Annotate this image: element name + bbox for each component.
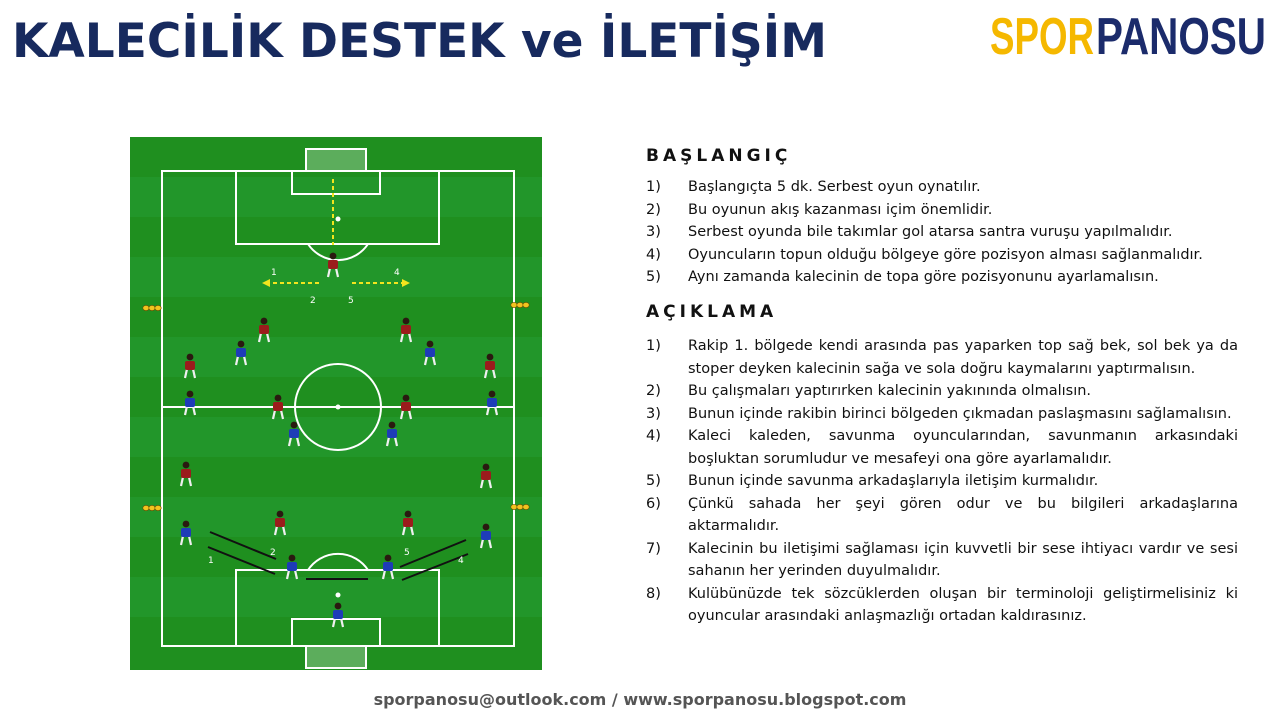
cone: [143, 305, 149, 310]
cone: [143, 505, 149, 510]
list-item-text: Serbest oyunda bile takımlar gol atarsa santra vuruşu yapılmalıdır.: [688, 224, 1173, 240]
diagram-label: 1: [208, 556, 214, 566]
list-item-number: 2): [646, 201, 661, 218]
cone: [523, 302, 529, 307]
page-title: KALECİLİK DESTEK ve İLETİŞİM: [12, 14, 828, 69]
logo-part2: PANOSU: [1096, 8, 1266, 64]
logo-part1: SPOR: [990, 8, 1094, 64]
list-item-text: Kalecinin bu iletişimi sağlaması için kuvvetli bir sese ihtiyacı vardır ve sesi sahanın her yerinden duyulmalıdır.: [688, 540, 1238, 579]
footer-site: www.sporpanosu.blogspot.com: [623, 690, 907, 709]
list-item-text: Kulübünüzde tek sözcüklerden oluşan bir terminoloji geliştirmelisiniz ki oyuncular arasındaki anlaşmazlığı ortadan kaldırasınız.: [688, 585, 1238, 624]
list-item: [646, 221, 1238, 244]
list-item: [646, 403, 1238, 426]
footer: [0, 690, 1280, 709]
list-item-text: Rakip 1. bölgede kendi arasında pas yaparken top sağ bek, sol bek ya da stoper deyken kalecinin sağa ve sola doğru kaymalarını yaptırmalısın.: [688, 338, 1238, 377]
list-item: [646, 425, 1238, 470]
diagram-label: 4: [458, 556, 464, 566]
list-item: [646, 583, 1238, 628]
list-item: [646, 538, 1238, 583]
section-heading-explanation: AÇIKLAMA: [646, 302, 778, 322]
explanation-list: [646, 335, 1238, 628]
list-item-number: 4): [646, 246, 661, 263]
diagram-label: 5: [348, 296, 354, 306]
diagram-label: 4: [394, 268, 400, 278]
list-item-text: Bunun içinde rakibin birinci bölgeden çıkmadan paslaşmasını sağlamalısın.: [688, 405, 1232, 422]
list-item-text: Aynı zamanda kalecinin de topa göre pozisyonunu ayarlamalısın.: [688, 269, 1159, 285]
list-item-text: Bu oyunun akış kazanması içim önemlidir.: [688, 201, 993, 218]
cone: [155, 505, 161, 510]
diagram-label: 5: [404, 548, 410, 558]
sporpanosu-logo: [990, 8, 1268, 64]
list-item-text: Çünkü sahada her şeyi gören odur ve bu bilgileri arkadaşlarına aktarmalıdır.: [688, 495, 1238, 534]
list-item: [646, 244, 1238, 267]
football-pitch: [130, 137, 542, 670]
list-item-number: 5): [646, 473, 661, 489]
list-item-number: 4): [646, 428, 661, 444]
cone: [155, 305, 161, 310]
list-item: [646, 266, 1238, 289]
diagram-label: 2: [310, 296, 316, 306]
bottom-goal: [306, 646, 366, 668]
list-item-number: 5): [646, 269, 661, 285]
list-item: [646, 335, 1238, 380]
diagram-label: 2: [270, 548, 276, 558]
cone: [523, 504, 529, 509]
list-item-number: 8): [646, 585, 661, 602]
bottom-penalty-spot: [336, 593, 341, 598]
list-item: [646, 176, 1238, 199]
cone: [511, 504, 517, 509]
list-item: [646, 493, 1238, 538]
section-heading-start: BAŞLANGIÇ: [646, 146, 792, 166]
list-item-number: 2): [646, 383, 661, 399]
diagram-label: 1: [271, 268, 277, 278]
cone: [149, 505, 155, 510]
list-item-text: Bu çalışmaları yaptırırken kalecinin yakınında olmalısın.: [688, 383, 1092, 399]
list-item-text: Bunun içinde savunma arkadaşlarıyla iletişim kurmalıdır.: [688, 473, 1099, 489]
list-item-number: 7): [646, 540, 661, 557]
center-spot: [336, 405, 341, 410]
training-diagram: [130, 137, 542, 670]
footer-separator: /: [606, 690, 624, 709]
list-item-number: 3): [646, 224, 661, 240]
list-item-text: Başlangıçta 5 dk. Serbest oyun oynatılır.: [688, 179, 981, 195]
list-item-number: 3): [646, 405, 661, 422]
list-item-text: Kaleci kaleden, savunma oyuncularından, savunmanın arkasındaki boşluktan sorumludur ve mesafeyi ona göre ayarlamalıdır.: [688, 428, 1238, 467]
list-item: [646, 380, 1238, 403]
top-penalty-spot: [336, 217, 341, 222]
list-item-number: 1): [646, 338, 661, 354]
start-list: [646, 176, 1238, 289]
list-item-number: 6): [646, 495, 661, 512]
list-item-number: 1): [646, 179, 661, 195]
cone: [511, 302, 517, 307]
list-item: [646, 470, 1238, 493]
list-item-text: Oyuncuların topun olduğu bölgeye göre pozisyon alması sağlanmalıdır.: [688, 246, 1203, 263]
top-goal: [306, 149, 366, 171]
list-item: [646, 199, 1238, 222]
cone: [517, 302, 523, 307]
cone: [149, 305, 155, 310]
cone: [517, 504, 523, 509]
footer-email: sporpanosu@outlook.com: [373, 690, 607, 709]
